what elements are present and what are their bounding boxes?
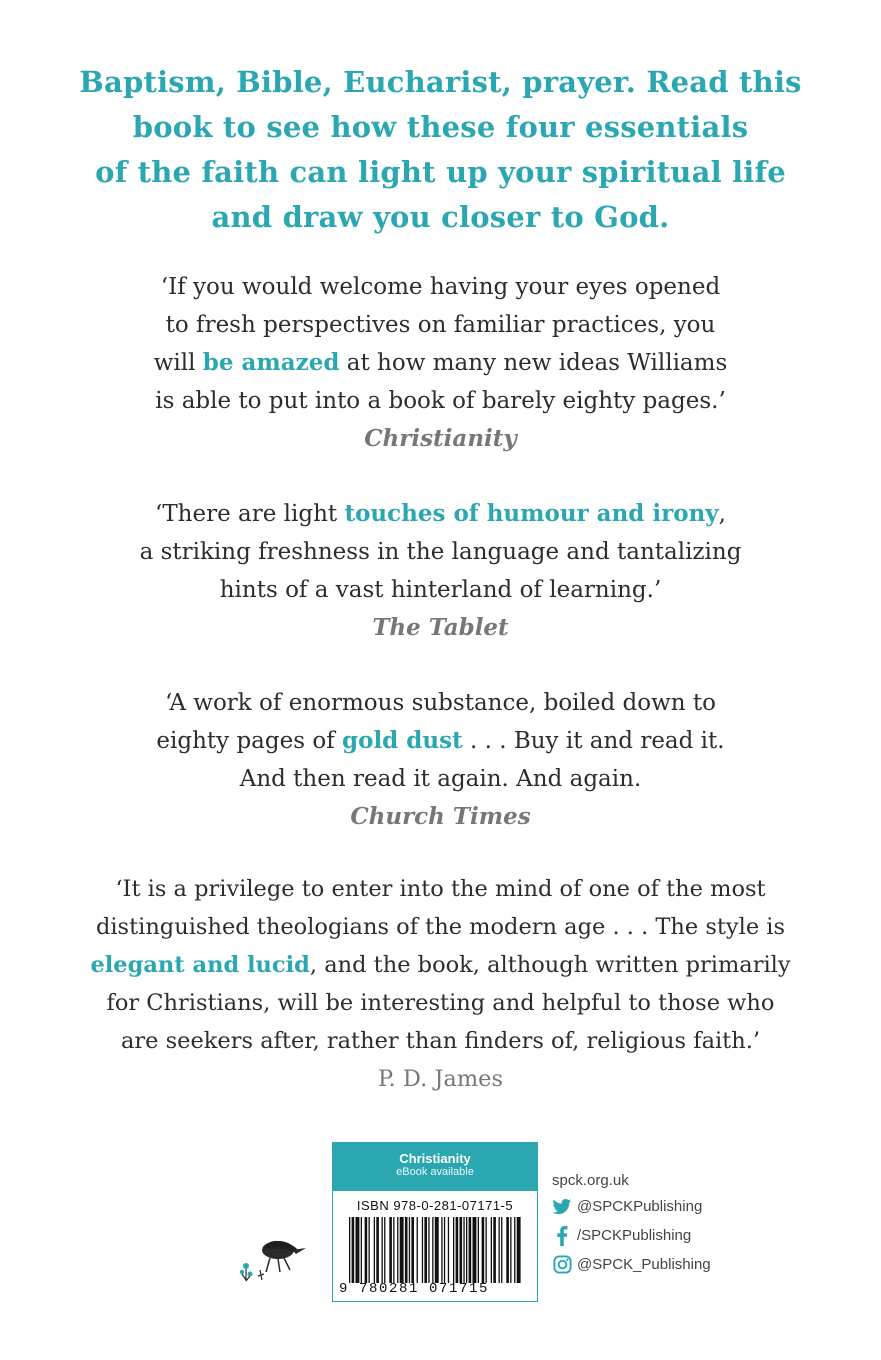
barcode-bar — [499, 1217, 500, 1283]
barcode-bar — [491, 1217, 492, 1283]
quote-line — [60, 495, 821, 533]
quote-line: ‘A work of enormous substance, boiled down to — [165, 690, 716, 716]
quote-christianity — [60, 268, 821, 458]
barcode-bar — [482, 1217, 485, 1283]
barcode-bar — [400, 1217, 404, 1283]
quote-text: , — [718, 501, 726, 527]
quote-text: , and the book, although written primarily — [309, 952, 791, 978]
category-label: Christianity — [399, 1151, 471, 1166]
barcode-bar — [441, 1217, 442, 1283]
barcode-box — [332, 1142, 538, 1302]
social-links — [552, 1168, 711, 1279]
barcode-bar — [453, 1217, 454, 1283]
facebook-link[interactable] — [552, 1221, 711, 1250]
quote-church-times — [60, 684, 821, 836]
headline-line: book to see how these four essentials — [132, 110, 749, 144]
barcode-bar — [510, 1217, 511, 1283]
quote-line: to fresh perspectives on familiar practices, you — [165, 312, 716, 338]
facebook-handle: /SPCKPublishing — [577, 1227, 692, 1244]
barcode-bar — [478, 1217, 479, 1283]
quote-line — [60, 344, 821, 382]
barcode-bar — [473, 1217, 477, 1283]
headline-line: Baptism, Bible, Eucharist, prayer. Read this — [79, 65, 802, 99]
twitter-icon — [552, 1197, 572, 1217]
barcode-bar — [389, 1217, 392, 1283]
barcode-bar — [448, 1217, 449, 1283]
quote-text: . . . Buy it and read it. — [462, 728, 725, 754]
quote-source: The Tablet — [372, 614, 509, 641]
barcode-bar — [466, 1217, 467, 1283]
quote-line — [60, 946, 821, 984]
quote-line: ‘If you would welcome having your eyes opened — [160, 274, 721, 300]
quote-line: is able to put into a book of barely eighty pages.’ — [155, 388, 726, 414]
isbn-number: 9 780281 071715 — [339, 1281, 490, 1297]
barcode-bar — [506, 1217, 509, 1283]
barcode-bar — [422, 1217, 423, 1283]
quote-line — [60, 722, 821, 760]
barcode-bar — [428, 1217, 429, 1283]
barcode-bar — [361, 1217, 362, 1283]
quote-source: Church Times — [350, 803, 531, 830]
quote-line: are seekers after, rather than finders of, religious faith.’ — [120, 1028, 761, 1054]
website-link[interactable] — [552, 1168, 711, 1192]
headline — [60, 60, 821, 240]
barcode-bar — [393, 1217, 394, 1283]
quote-text: eighty pages of — [156, 728, 343, 754]
barcode-bar — [374, 1217, 375, 1283]
website-text: spck.org.uk — [552, 1171, 629, 1189]
barcode-bar — [349, 1217, 350, 1283]
headline-line: of the faith can light up your spiritual life — [95, 155, 786, 189]
isbn-label: ISBN 978-0-281-07171-5 — [356, 1198, 514, 1213]
quote-source: Christianity — [364, 425, 517, 452]
barcode-bar — [469, 1217, 472, 1283]
barcode-bar — [384, 1217, 385, 1283]
barcode-bar — [463, 1217, 464, 1283]
quote-line: hints of a vast hinterland of learning.’ — [219, 577, 662, 603]
ebook-label: eBook available — [396, 1166, 474, 1178]
barcode-bar — [424, 1217, 427, 1283]
category-band — [333, 1143, 537, 1191]
barcode-bar — [411, 1217, 414, 1283]
barcode-bar — [397, 1217, 398, 1283]
barcode-bar — [365, 1217, 368, 1283]
quote-line: And then read it again. And again. — [239, 766, 642, 792]
barcode-bar — [435, 1217, 439, 1283]
quote-tablet — [60, 495, 821, 647]
barcode-bar — [460, 1217, 463, 1283]
quote-source: P. D. James — [377, 1066, 504, 1092]
instagram-icon — [552, 1255, 572, 1275]
barcode-bar — [501, 1217, 502, 1283]
instagram-handle: @SPCK_Publishing — [577, 1256, 711, 1273]
facebook-icon — [552, 1226, 572, 1246]
quote-text: ‘There are light — [155, 501, 345, 527]
twitter-link[interactable] — [552, 1192, 711, 1221]
quote-pd-james — [60, 870, 821, 1098]
quote-line: ‘It is a privilege to enter into the mind of one of the most — [115, 876, 766, 902]
quote-text: will — [153, 350, 203, 376]
barcode-bar — [486, 1217, 487, 1283]
headline-line: and draw you closer to God. — [211, 200, 670, 234]
barcode-bar — [376, 1217, 379, 1283]
barcode-bar — [417, 1217, 418, 1283]
barcode-bar — [409, 1217, 410, 1283]
quote-line: a striking freshness in the language and tantalizing — [139, 539, 742, 565]
quote-highlight: touches of humour and irony — [344, 500, 719, 527]
quote-highlight: gold dust — [342, 727, 463, 754]
quote-line: distinguished theologians of the modern age . . . The style is — [95, 914, 786, 940]
barcode-bar — [352, 1217, 355, 1283]
barcode-bar — [517, 1217, 521, 1283]
barcode-bar — [382, 1217, 383, 1283]
barcode-bar — [456, 1217, 459, 1283]
barcode-bar — [405, 1217, 408, 1283]
instagram-link[interactable] — [552, 1250, 711, 1279]
quote-text: at how many new ideas Williams — [339, 350, 728, 376]
quote-line: for Christians, will be interesting and helpful to those who — [106, 990, 775, 1016]
barcode-bar — [432, 1217, 433, 1283]
twitter-handle: @SPCKPublishing — [577, 1198, 703, 1215]
quote-highlight: elegant and lucid — [90, 952, 310, 978]
spck-logo-icon — [234, 1232, 312, 1284]
barcode-bar — [444, 1217, 445, 1283]
barcode-bar — [493, 1217, 496, 1283]
quote-highlight: be amazed — [202, 349, 340, 376]
barcode-bar — [514, 1217, 515, 1283]
barcode-bar — [369, 1217, 370, 1283]
barcode-bars — [345, 1217, 525, 1285]
barcode-bar — [356, 1217, 360, 1283]
